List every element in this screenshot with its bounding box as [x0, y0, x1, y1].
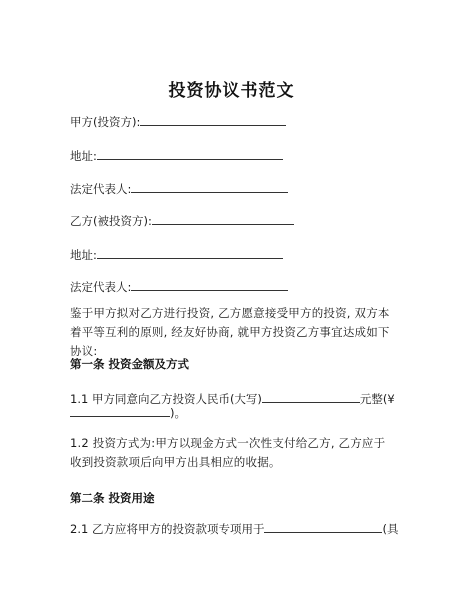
- party-b-address-blank[interactable]: [97, 246, 283, 259]
- party-b-blank[interactable]: [152, 212, 294, 225]
- party-a-legal-rep-line: [70, 180, 288, 197]
- party-b-address-line: [70, 246, 283, 263]
- document-title: 投资协议书范文: [168, 81, 295, 101]
- clause-1-1-suffix-b: )。: [170, 406, 186, 420]
- clause-2-1-suffix: (具: [382, 522, 399, 536]
- party-b-legal-rep-label: 法定代表人:: [70, 280, 132, 294]
- party-a-address-line: [70, 147, 283, 164]
- article-1-heading: 第一条 投资金额及方式: [70, 357, 190, 371]
- article-2-heading: 第二条 投资用途: [70, 491, 155, 505]
- clause-1-1-suffix-a: 元整(¥: [359, 392, 395, 406]
- party-a-blank[interactable]: [140, 113, 286, 126]
- party-b-address-label: 地址:: [70, 248, 97, 262]
- clause-2-1-line: [70, 520, 398, 537]
- amount-figures-blank[interactable]: [70, 404, 170, 417]
- party-a-legal-rep-blank[interactable]: [131, 180, 288, 193]
- party-a-address-blank[interactable]: [97, 147, 283, 160]
- clause-1-1-prefix: 1.1 甲方同意向乙方投资人民币(大写): [70, 392, 262, 406]
- party-b-line: [70, 212, 294, 229]
- preamble-paragraph: 鉴于甲方拟对乙方进行投资, 乙方愿意接受甲方的投资, 双方本着平等互利的原则, 经友好协商, 就甲方投资乙方事宜达成如下协议:: [70, 306, 390, 358]
- party-a-label: 甲方(投资方):: [70, 115, 141, 129]
- party-a-legal-rep-label: 法定代表人:: [70, 182, 132, 196]
- party-b-legal-rep-line: [70, 278, 288, 295]
- party-b-legal-rep-blank[interactable]: [131, 278, 288, 291]
- amount-words-blank[interactable]: [262, 390, 360, 403]
- clause-2-1-prefix: 2.1 乙方应将甲方的投资款项专项用于: [70, 522, 265, 536]
- party-a-line: [70, 113, 286, 130]
- party-b-label: 乙方(被投资方):: [70, 214, 152, 228]
- party-a-address-label: 地址:: [70, 149, 97, 163]
- clause-1-1-line-2: [70, 404, 186, 421]
- purpose-blank[interactable]: [264, 520, 382, 533]
- clause-1-2-paragraph: 1.2 投资方式为:甲方以现金方式一次性支付给乙方, 乙方应于收到投资款项后向甲方出具相应的收据。: [70, 436, 386, 469]
